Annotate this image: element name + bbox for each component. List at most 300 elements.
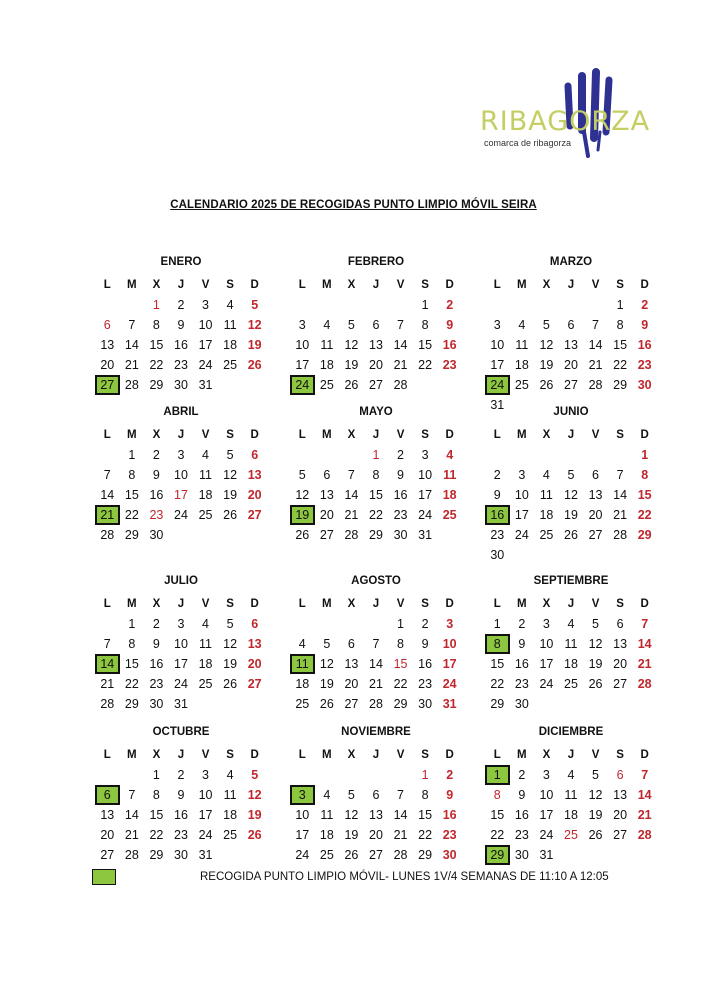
day-cell: 10 — [442, 637, 457, 651]
week-row — [290, 315, 462, 335]
week-row — [95, 485, 267, 505]
day-cell: 27 — [613, 677, 628, 691]
day-cell: 7 — [592, 318, 599, 332]
day-cell: 13 — [247, 468, 262, 482]
day-cell: 4 — [567, 768, 575, 782]
day-cell: 19 — [247, 338, 262, 352]
weekday-label: X — [542, 279, 551, 291]
empty-cell — [559, 295, 584, 315]
day-cell: 26 — [295, 528, 310, 542]
empty-cell — [485, 295, 510, 315]
week-row — [95, 825, 267, 845]
day-cell: 4 — [518, 318, 526, 332]
week-row — [95, 614, 267, 634]
weekday-label: S — [616, 429, 624, 441]
day-cell: 9 — [152, 637, 160, 651]
day-cell: 5 — [542, 318, 550, 332]
day-cell: 20 — [588, 508, 603, 522]
day-cell: 4 — [226, 768, 234, 782]
day-cell: 21 — [637, 808, 652, 822]
week-row — [485, 694, 657, 714]
weekday-label: S — [421, 749, 429, 761]
day-cell: 24 — [198, 358, 213, 372]
weekday-label: X — [347, 749, 356, 761]
day-cell: 20 — [613, 657, 628, 671]
day-cell: 23 — [418, 677, 433, 691]
day-cell: 28 — [613, 528, 628, 542]
weekday-label: S — [421, 279, 429, 291]
weekday-header-row — [485, 425, 657, 445]
day-cell: 19 — [247, 808, 262, 822]
weekday-label: X — [347, 598, 356, 610]
day-cell: 29 — [393, 697, 408, 711]
day-cell: 22 — [149, 358, 164, 372]
day-cell: 18 — [442, 488, 457, 502]
day-cell: 14 — [344, 488, 359, 502]
day-cell: 18 — [564, 808, 578, 822]
day-cell: 12 — [295, 488, 310, 502]
month-name: ENERO — [160, 256, 202, 268]
weekday-label: V — [591, 429, 600, 441]
day-cell: 27 — [613, 828, 628, 842]
day-cell: 1 — [152, 768, 160, 782]
empty-cell — [583, 445, 608, 465]
day-cell: 22 — [418, 358, 433, 372]
week-row — [290, 614, 462, 634]
empty-cell — [632, 845, 657, 865]
day-cell: 16 — [442, 338, 457, 352]
month-table — [95, 745, 267, 865]
month-name: MARZO — [549, 256, 593, 268]
day-cell: 28 — [100, 528, 115, 542]
day-cell: 29 — [124, 697, 139, 711]
month-table — [290, 745, 462, 865]
day-cell: 26 — [344, 378, 359, 392]
day-cell: 5 — [226, 617, 234, 631]
day-cell: 7 — [641, 768, 649, 782]
holiday-day-cell: 6 — [616, 768, 624, 782]
month-name: DICIEMBRE — [538, 726, 604, 738]
ribagorza-logo — [472, 68, 651, 160]
week-row — [95, 335, 267, 355]
day-cell: 2 — [641, 298, 649, 312]
empty-cell — [95, 765, 120, 785]
day-cell: 12 — [223, 637, 238, 651]
weekday-label: J — [177, 749, 185, 761]
day-cell: 2 — [177, 768, 185, 782]
day-cell: 31 — [174, 697, 188, 711]
day-cell: 30 — [149, 528, 164, 542]
day-cell: 25 — [442, 508, 457, 522]
day-cell: 25 — [564, 677, 578, 691]
weekday-label: L — [298, 749, 306, 761]
day-cell: 15 — [418, 338, 433, 352]
weekday-label: J — [372, 279, 380, 291]
empty-cell — [242, 694, 267, 714]
day-cell: 9 — [421, 637, 429, 651]
day-cell: 4 — [446, 448, 454, 462]
day-cell: 25 — [223, 828, 238, 842]
day-cell: 22 — [490, 677, 505, 691]
day-cell: 16 — [514, 808, 529, 822]
weekday-label: L — [493, 598, 501, 610]
day-cell: 8 — [421, 318, 429, 332]
empty-cell — [218, 694, 243, 714]
empty-cell — [534, 545, 559, 565]
day-cell: 19 — [539, 358, 554, 372]
day-cell: 19 — [564, 508, 578, 522]
day-cell: 13 — [247, 637, 262, 651]
week-row — [95, 674, 267, 694]
day-cell: 25 — [198, 508, 213, 522]
day-cell: 23 — [514, 828, 529, 842]
week-row — [485, 315, 657, 335]
day-cell: 28 — [588, 378, 603, 392]
empty-cell — [95, 445, 120, 465]
weekday-label: D — [445, 429, 454, 441]
legend-swatch — [92, 869, 116, 885]
day-cell: 1 — [128, 617, 136, 631]
day-cell: 2 — [152, 448, 160, 462]
weekday-label: X — [152, 598, 161, 610]
empty-cell — [608, 445, 633, 465]
day-cell: 21 — [369, 677, 383, 691]
day-cell: 22 — [393, 677, 408, 691]
pickup-day-cell: 24 — [485, 375, 510, 395]
day-cell: 8 — [128, 468, 136, 482]
day-cell: 20 — [369, 358, 383, 372]
day-cell: 28 — [124, 848, 139, 862]
weekday-label: M — [322, 279, 332, 291]
day-cell: 8 — [128, 637, 136, 651]
empty-cell — [290, 765, 315, 785]
day-cell: 8 — [421, 788, 429, 802]
weekday-label: M — [127, 749, 137, 761]
day-cell: 31 — [198, 848, 213, 862]
weekday-header-row — [290, 745, 462, 765]
weekday-label: J — [177, 429, 185, 441]
week-row — [485, 674, 657, 694]
month-julio — [95, 572, 267, 714]
weekday-label: L — [298, 279, 306, 291]
pickup-day-cell: 16 — [485, 505, 510, 525]
empty-cell — [608, 694, 633, 714]
weekday-label: J — [567, 279, 575, 291]
day-cell: 26 — [223, 677, 238, 691]
day-cell: 27 — [588, 528, 603, 542]
month-abril — [95, 403, 267, 545]
day-cell: 19 — [223, 488, 238, 502]
day-cell: 24 — [539, 677, 554, 691]
empty-cell — [559, 845, 584, 865]
day-cell: 19 — [588, 657, 603, 671]
week-row — [485, 825, 657, 845]
empty-cell — [608, 845, 633, 865]
weekday-label: S — [616, 279, 624, 291]
day-cell: 18 — [319, 358, 334, 372]
day-cell: 7 — [103, 468, 111, 482]
week-row — [95, 375, 267, 395]
empty-cell — [242, 525, 267, 545]
day-cell: 14 — [588, 338, 603, 352]
day-cell: 26 — [223, 508, 238, 522]
day-cell: 2 — [397, 448, 404, 462]
empty-cell — [339, 765, 364, 785]
day-cell: 9 — [446, 788, 454, 802]
day-cell: 5 — [226, 448, 234, 462]
week-row — [485, 785, 657, 805]
day-cell: 21 — [393, 358, 408, 372]
week-row — [290, 375, 462, 395]
weekday-label: D — [250, 598, 259, 610]
weekday-label: V — [201, 598, 210, 610]
day-cell: 6 — [372, 318, 380, 332]
day-cell: 26 — [539, 378, 554, 392]
day-cell: 27 — [369, 848, 383, 862]
day-cell: 4 — [202, 448, 209, 462]
day-cell: 2 — [493, 468, 501, 482]
empty-cell — [608, 545, 633, 565]
day-cell: 11 — [199, 468, 213, 482]
day-cell: 4 — [298, 637, 306, 651]
day-cell: 6 — [567, 318, 575, 332]
day-cell: 3 — [177, 617, 185, 631]
empty-cell — [315, 765, 340, 785]
week-row — [95, 465, 267, 485]
day-cell: 17 — [174, 657, 188, 671]
day-cell: 25 — [295, 697, 310, 711]
day-cell: 21 — [613, 508, 628, 522]
weekday-label: J — [372, 598, 380, 610]
day-cell: 15 — [490, 657, 505, 671]
weekday-label: L — [493, 279, 501, 291]
day-cell: 6 — [616, 617, 624, 631]
day-cell: 7 — [347, 468, 355, 482]
weekday-label: V — [396, 279, 405, 291]
day-cell: 25 — [319, 378, 334, 392]
week-row — [485, 545, 657, 565]
day-cell: 28 — [393, 848, 408, 862]
day-cell: 14 — [124, 808, 139, 822]
day-cell: 23 — [393, 508, 408, 522]
month-septiembre — [485, 572, 657, 714]
day-cell: 11 — [320, 808, 334, 822]
day-cell: 31 — [418, 528, 433, 542]
day-cell: 13 — [100, 808, 115, 822]
day-cell: 6 — [323, 468, 331, 482]
weekday-label: D — [445, 749, 454, 761]
day-cell: 5 — [592, 768, 599, 782]
day-cell: 22 — [124, 508, 139, 522]
empty-cell — [510, 445, 535, 465]
day-cell: 22 — [637, 508, 652, 522]
week-row — [485, 614, 657, 634]
day-cell: 15 — [613, 338, 628, 352]
day-cell: 8 — [641, 468, 649, 482]
weekday-label: V — [201, 749, 210, 761]
empty-cell — [169, 525, 194, 545]
weekday-label: S — [226, 598, 234, 610]
weekday-label: D — [640, 429, 649, 441]
day-cell: 21 — [637, 657, 652, 671]
day-cell: 30 — [393, 528, 408, 542]
week-row — [485, 335, 657, 355]
weekday-label: V — [591, 598, 600, 610]
day-cell: 12 — [247, 318, 262, 332]
day-cell: 19 — [588, 808, 603, 822]
weekday-label: J — [372, 429, 380, 441]
day-cell: 14 — [637, 788, 652, 802]
month-mayo — [290, 403, 462, 545]
week-row — [485, 845, 657, 865]
weekday-label: X — [542, 598, 551, 610]
pickup-day-cell: 29 — [485, 845, 510, 865]
day-cell: 17 — [295, 358, 310, 372]
day-cell: 24 — [442, 677, 457, 691]
empty-cell — [290, 614, 315, 634]
day-cell: 1 — [128, 448, 136, 462]
month-octubre — [95, 723, 267, 865]
day-cell: 17 — [418, 488, 433, 502]
month-table — [95, 275, 267, 395]
week-row — [95, 315, 267, 335]
empty-cell — [534, 445, 559, 465]
day-cell: 20 — [319, 508, 334, 522]
week-row — [290, 845, 462, 865]
day-cell: 15 — [637, 488, 652, 502]
day-cell: 22 — [490, 828, 505, 842]
pickup-day-cell: 1 — [485, 765, 510, 785]
week-row — [290, 505, 462, 525]
weekday-label: J — [567, 598, 575, 610]
day-cell: 3 — [518, 468, 526, 482]
weekday-label: J — [567, 749, 575, 761]
day-cell: 27 — [100, 848, 115, 862]
weekday-label: J — [567, 429, 575, 441]
empty-cell — [315, 614, 340, 634]
day-cell: 16 — [418, 657, 433, 671]
weekday-label: L — [103, 598, 111, 610]
day-cell: 30 — [514, 697, 529, 711]
weekday-label: D — [640, 279, 649, 291]
week-row — [95, 785, 267, 805]
holiday-day-cell: 1 — [421, 768, 429, 782]
day-cell: 12 — [588, 637, 603, 651]
day-cell: 25 — [223, 358, 238, 372]
day-cell: 5 — [251, 298, 259, 312]
day-cell: 18 — [319, 828, 334, 842]
week-row — [290, 525, 462, 545]
weekday-label: S — [226, 749, 234, 761]
empty-cell — [120, 765, 145, 785]
weekday-label: X — [152, 749, 161, 761]
month-name: SEPTIEMBRE — [533, 575, 609, 587]
day-cell: 30 — [149, 697, 164, 711]
week-row — [290, 654, 462, 674]
weekday-label: M — [127, 279, 137, 291]
day-cell: 29 — [369, 528, 383, 542]
empty-cell — [437, 525, 462, 545]
day-cell: 14 — [393, 338, 408, 352]
week-row — [485, 765, 657, 785]
day-cell: 1 — [616, 298, 624, 312]
day-cell: 16 — [637, 338, 652, 352]
day-cell: 17 — [490, 358, 505, 372]
day-cell: 23 — [442, 828, 457, 842]
pickup-day-cell: 8 — [485, 634, 510, 654]
empty-cell — [120, 295, 145, 315]
day-cell: 21 — [124, 358, 139, 372]
month-name: NOVIEMBRE — [341, 726, 411, 738]
day-cell: 4 — [542, 468, 550, 482]
holiday-day-cell: 1 — [372, 448, 380, 462]
pickup-day-cell: 27 — [95, 375, 120, 395]
day-cell: 26 — [247, 358, 262, 372]
day-cell: 30 — [490, 548, 505, 562]
day-cell: 13 — [564, 338, 578, 352]
day-cell: 24 — [198, 828, 213, 842]
day-cell: 19 — [319, 677, 334, 691]
day-cell: 16 — [149, 488, 164, 502]
week-row — [95, 505, 267, 525]
day-cell: 9 — [518, 637, 526, 651]
day-cell: 7 — [397, 788, 404, 802]
day-cell: 13 — [613, 637, 628, 651]
pickup-day-cell: 3 — [290, 785, 315, 805]
day-cell: 31 — [198, 378, 213, 392]
day-cell: 24 — [514, 528, 529, 542]
day-cell: 4 — [202, 617, 209, 631]
weekday-label: D — [640, 749, 649, 761]
month-table — [485, 425, 657, 565]
weekday-header-row — [95, 594, 267, 614]
day-cell: 12 — [564, 488, 578, 502]
weekday-label: M — [517, 749, 527, 761]
day-cell: 9 — [177, 318, 185, 332]
day-cell: 30 — [174, 378, 188, 392]
day-cell: 27 — [319, 528, 334, 542]
empty-cell — [339, 614, 364, 634]
empty-cell — [632, 694, 657, 714]
month-diciembre — [485, 723, 657, 865]
weekday-label: D — [250, 279, 259, 291]
day-cell: 30 — [418, 697, 433, 711]
week-row — [95, 805, 267, 825]
day-cell: 31 — [490, 398, 505, 412]
pickup-day-cell: 19 — [290, 505, 315, 525]
day-cell: 14 — [637, 637, 652, 651]
day-cell: 8 — [372, 468, 380, 482]
empty-cell — [388, 295, 413, 315]
day-cell: 17 — [539, 657, 554, 671]
week-row — [485, 654, 657, 674]
day-cell: 18 — [564, 657, 578, 671]
day-cell: 23 — [149, 677, 164, 691]
empty-cell — [559, 545, 584, 565]
month-table — [95, 425, 267, 545]
month-name: AGOSTO — [351, 575, 401, 587]
empty-cell — [218, 375, 243, 395]
weekday-label: S — [226, 429, 234, 441]
empty-cell — [534, 295, 559, 315]
empty-cell — [95, 614, 120, 634]
day-cell: 15 — [124, 488, 139, 502]
day-cell: 1 — [397, 617, 404, 631]
day-cell: 2 — [518, 617, 526, 631]
day-cell: 30 — [514, 848, 529, 862]
day-cell: 30 — [442, 848, 457, 862]
day-cell: 20 — [369, 828, 383, 842]
